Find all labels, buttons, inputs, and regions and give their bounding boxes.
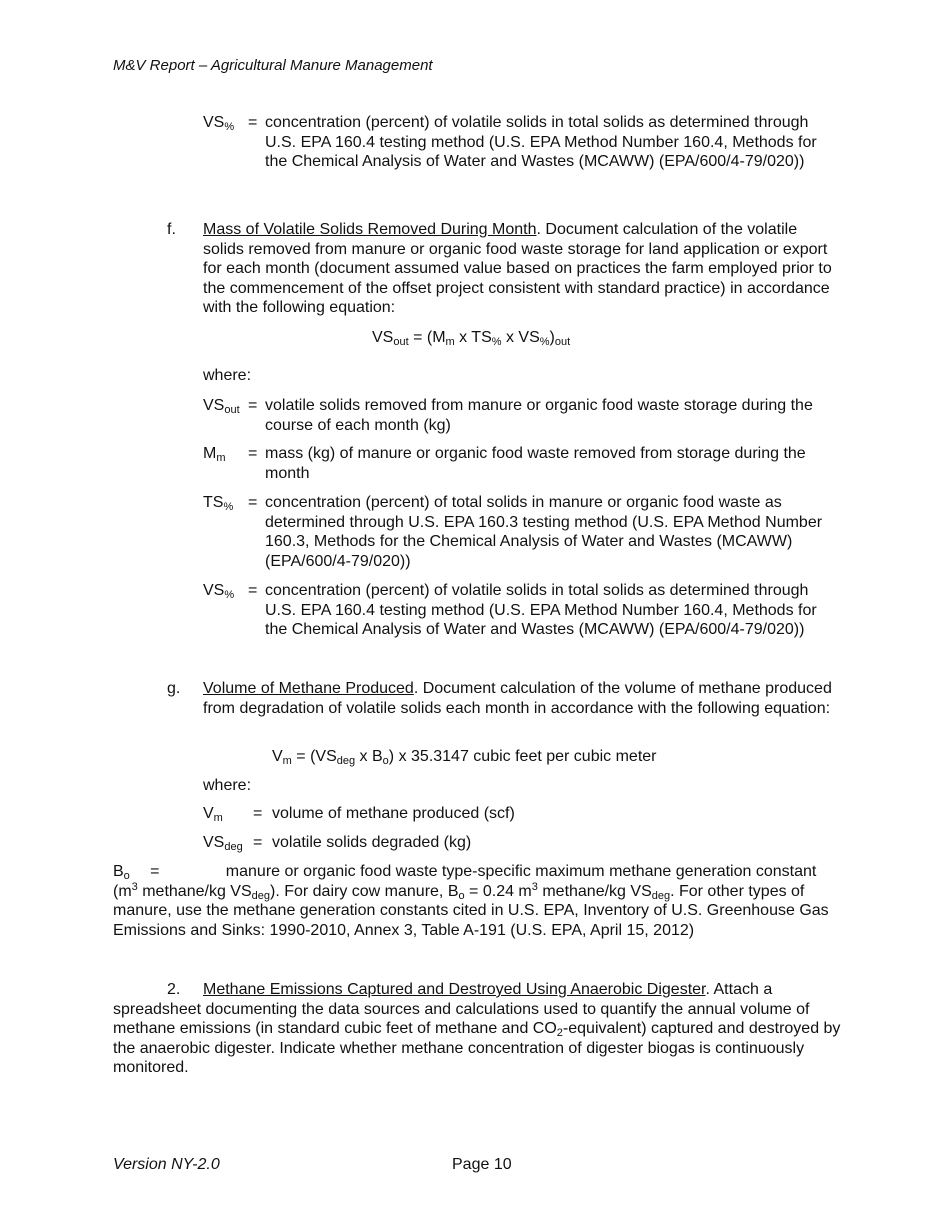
where-label: where: <box>203 777 252 794</box>
footer-version: Version NY-2.0 <box>113 1156 220 1173</box>
item-f-paragraph <box>203 220 833 318</box>
section-2-paragraph: 2. Methane Emissions Captured and Destroyed Using Anaerobic Digester. Attach a spreadsheet documenting the data sources and calculations used to quantify the annual volume of methane emissions (in standard cubic feet of methane and $CO_2-equivalent$) captured and destroyed by the anaerobic digester. Indicate whether methane concentration of digester biogas is continuously monitored. <box>113 981 841 1076</box>
equals-sign: = <box>248 397 258 414</box>
definition-ts-percent: concentration (percent) of total solids in manure or organic food waste as determined through U.S. EPA 160.3 testing method (U.S. EPA Method Number 160.3, Methods for the Chemical Analysis of Water and Wastes (MCAWW) (EPA/600/4-79/020)) <box>265 494 823 570</box>
item-g-heading: Volume of Methane Produced <box>203 680 414 697</box>
variable-v-m: $V_m$ <box>203 805 223 824</box>
section-2-heading: Methane Emissions Captured and Destroyed Using Anaerobic Digester <box>203 981 706 998</box>
item-g-marker: g. <box>167 680 181 697</box>
variable-vs-percent: $VS_{\%}$ <box>203 114 235 133</box>
item-f-marker: f. <box>167 221 176 238</box>
equals-sign: = <box>248 114 258 131</box>
definition-m-m: mass (kg) of manure or organic food waste removed from storage during the month <box>265 445 806 482</box>
bo-definition-paragraph: $B_o$ = manure or organic food waste type-specific maximum methane generation constant ($m^3$ methane/kg $VS_{deg}$). For dairy cow manure, $B_o = 0.24$ $m^3$ methane/kg $VS_{deg}$. For other types of manure, use the methane generation constants cited in U.S. EPA, Inventory of U.S. Greenhouse Gas Emissions and Sinks: 1990-2010, Annex 3, Table A-191 (U.S. EPA, April 15, 2012) <box>113 863 829 939</box>
equals-sign: = <box>253 805 263 822</box>
item-f-text: . Document calculation of the volatile solids removed from manure or organic food waste storage for land application or export for each month (document assumed value based on practices the farm employed prior to the commencement of the offset project consistent with standard practice) in accordance with the following equation: <box>203 221 832 316</box>
definition-vs-percent-2: concentration (percent) of volatile solids in total solids as determined through U.S. EPA 160.4 testing method (U.S. EPA Method Number 160.4, Methods for the Chemical Analysis of Water and Wastes (MCAWW) (EPA/600/4-79/020)) <box>265 582 817 638</box>
where-label: where: <box>203 367 252 384</box>
variable-vs-out: $VS_{out}$ <box>203 397 240 416</box>
definition-vs-percent: concentration (percent) of volatile solids in total solids as determined through U.S. EPA 160.4 testing method (U.S. EPA Method Number 160.4, Methods for the Chemical Analysis of Water and Wastes (MCAWW) (EPA/600/4-79/020)) <box>265 114 817 170</box>
variable-ts-percent: $TS_{\%}$ <box>203 494 234 513</box>
equals-sign: = <box>248 494 258 511</box>
footer-page-number: Page 10 <box>452 1156 512 1173</box>
equals-sign: = <box>248 445 258 462</box>
variable-b-o: $B_o$ <box>113 863 130 882</box>
section-2-marker: 2. <box>167 981 181 998</box>
definition-vs-out: volatile solids removed from manure or organic food waste storage during the course of each month (kg) <box>265 397 813 434</box>
item-g-paragraph <box>203 679 833 718</box>
item-f-heading: Mass of Volatile Solids Removed During Month <box>203 221 537 238</box>
running-header: M&V Report – Agricultural Manure Management <box>113 57 433 74</box>
definition-vs-deg: volatile solids degraded (kg) <box>272 834 472 851</box>
equation-v-m: $V_m = (VS_{deg}$ x $B_o$) x 35.3147 cubic feet per cubic meter <box>272 748 657 767</box>
variable-vs-deg: $VS_{deg}$ <box>203 834 243 853</box>
equals-sign: = <box>248 582 258 599</box>
variable-m-m: $M_m$ <box>203 445 226 464</box>
variable-vs-percent: $VS_{\%}$ <box>203 582 235 601</box>
equals-sign: = <box>253 834 263 851</box>
definition-v-m: volume of methane produced (scf) <box>272 805 515 822</box>
equation-vs-out: $VS_{out} = (M_m$ x $TS_{\%}$ x $VS_{\%})_{out}$ <box>372 329 571 348</box>
item-g-text: . Document calculation of the volume of methane produced from degradation of volatile solids each month in accordance with the following equation: <box>203 680 832 717</box>
